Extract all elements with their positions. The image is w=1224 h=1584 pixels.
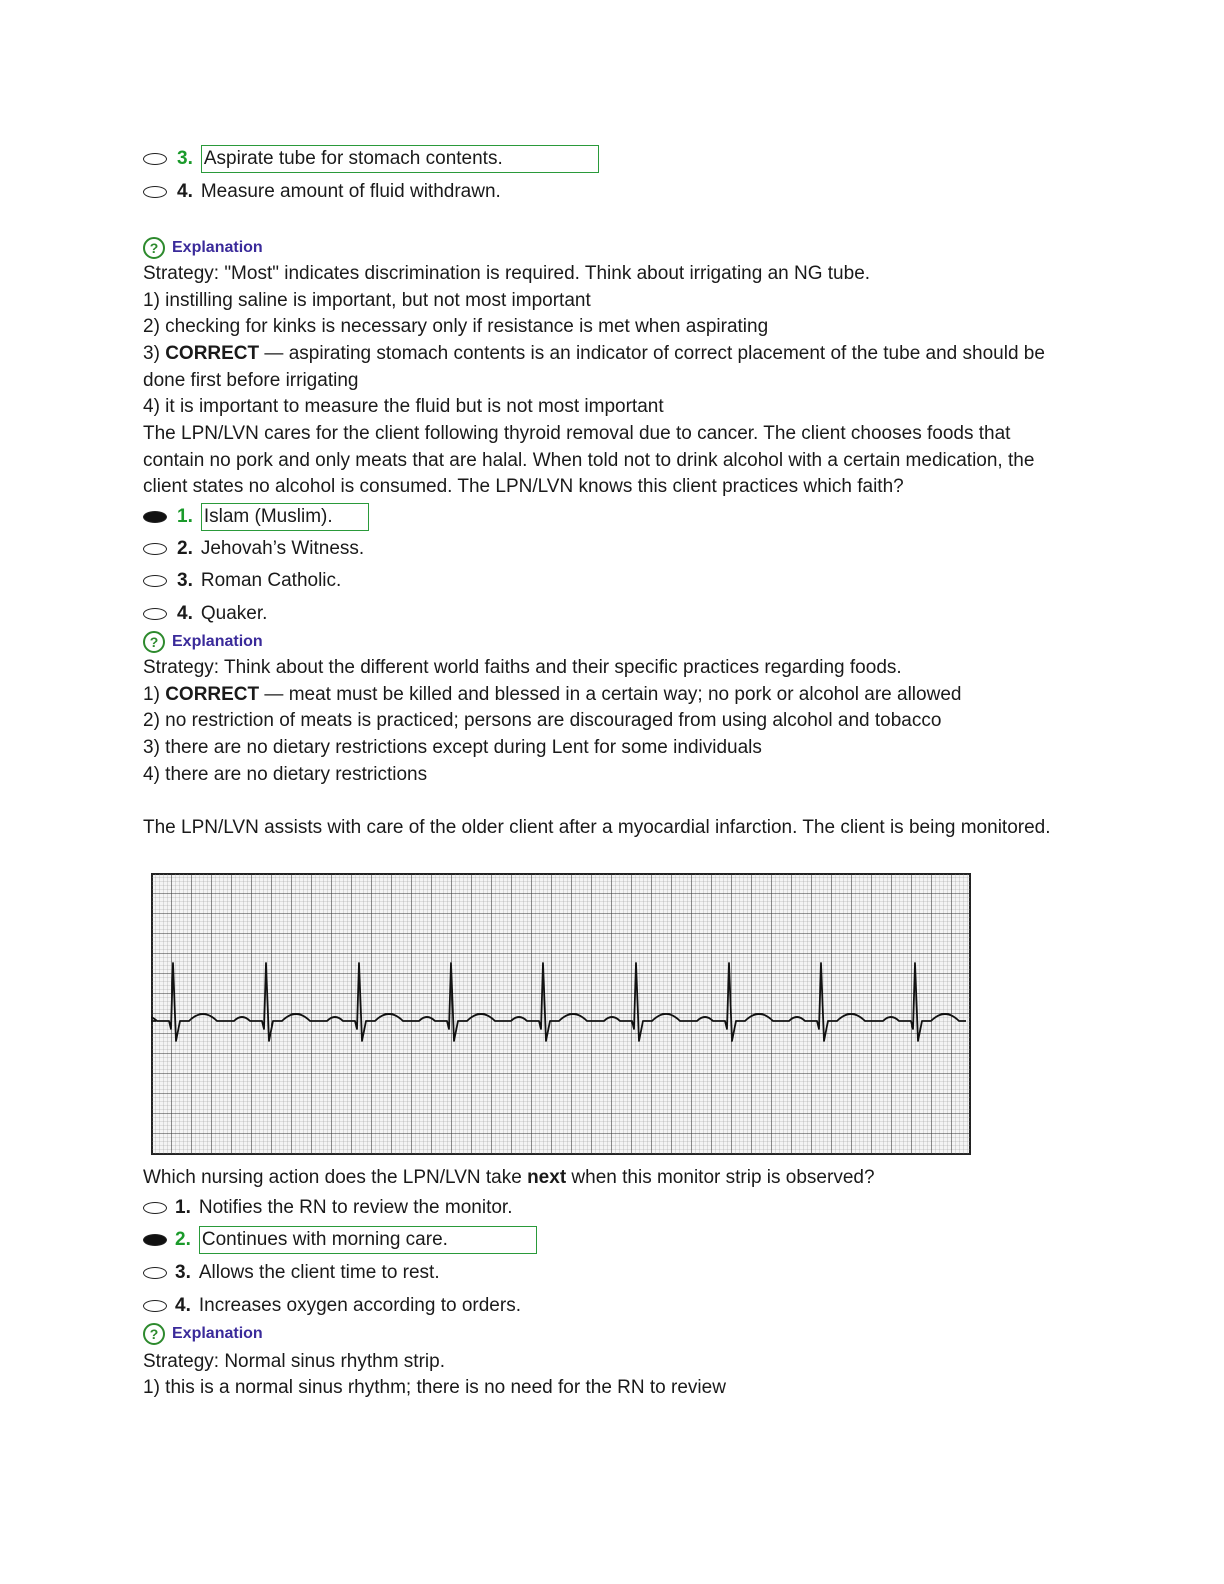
q2-option-3[interactable] <box>143 567 341 595</box>
q2-explanation-1 <box>143 682 961 709</box>
correct-label: CORRECT <box>165 343 260 364</box>
option-number: 2. <box>175 1229 191 1250</box>
option-number: 4. <box>177 181 193 202</box>
question-circle-icon: ? <box>143 631 165 653</box>
q2-option-1[interactable] <box>143 503 369 531</box>
option-number: 1. <box>177 506 193 527</box>
q3-option-3[interactable] <box>143 1259 440 1287</box>
radio-empty-icon[interactable] <box>143 575 167 587</box>
ecg-monitor-strip <box>151 873 971 1155</box>
radio-empty-icon[interactable] <box>143 1300 167 1312</box>
q2-explanation-3: 3) there are no dietary restrictions except during Lent for some individuals <box>143 737 762 758</box>
radio-selected-icon[interactable] <box>143 1234 167 1246</box>
q3-option-2[interactable] <box>143 1226 537 1254</box>
radio-empty-icon[interactable] <box>143 153 167 165</box>
option-text: Roman Catholic. <box>200 570 342 591</box>
explanation-label: Explanation <box>172 1325 263 1342</box>
q3-explanation-toggle[interactable] <box>143 1321 263 1347</box>
q1-strategy: Strategy: "Most" indicates discrimination is required. Think about irrigating an NG tube. <box>143 263 871 284</box>
explanation-prefix: 3) <box>143 343 166 364</box>
q3-strategy: Strategy: Normal sinus rhythm strip. <box>143 1351 445 1372</box>
q2-explanation-toggle[interactable] <box>143 629 263 655</box>
option-text: Measure amount of fluid withdrawn. <box>200 181 501 202</box>
q1-explanation-toggle[interactable] <box>143 235 263 261</box>
radio-empty-icon[interactable] <box>143 543 167 555</box>
q1-explanation-1: 1) instilling saline is important, but not most important <box>143 290 591 311</box>
option-number: 3. <box>177 148 193 169</box>
q3-stem: The LPN/LVN assists with care of the older client after a myocardial infarction. The client is being monitored. <box>143 817 1051 838</box>
q3-explanation-1: 1) this is a normal sinus rhythm; there is no need for the RN to review <box>143 1377 726 1398</box>
option-text: Increases oxygen according to orders. <box>198 1295 521 1316</box>
question-circle-icon: ? <box>143 1323 165 1345</box>
question-text: when this monitor strip is observed? <box>566 1167 875 1188</box>
radio-selected-icon[interactable] <box>143 511 167 523</box>
option-number: 2. <box>177 538 193 559</box>
option-text: Aspirate tube for stomach contents. <box>201 145 599 173</box>
radio-empty-icon[interactable] <box>143 608 167 620</box>
explanation-prefix: 1) <box>143 684 166 705</box>
option-number: 4. <box>177 603 193 624</box>
radio-empty-icon[interactable] <box>143 186 167 198</box>
question-text: Which nursing action does the LPN/LVN take <box>143 1167 528 1188</box>
option-text: Islam (Muslim). <box>201 503 369 531</box>
explanation-label: Explanation <box>172 633 263 650</box>
explanation-text: — meat must be killed and blessed in a certain way; no pork or alcohol are allowed <box>259 684 962 705</box>
option-text: Notifies the RN to review the monitor. <box>198 1197 513 1218</box>
explanation-text: — aspirating stomach contents is an indicator of correct placement of the tube and should be done first before irrigating <box>143 343 1045 391</box>
explanation-label: Explanation <box>172 239 263 256</box>
q1-explanation-2: 2) checking for kinks is necessary only if resistance is met when aspirating <box>143 316 769 337</box>
q2-explanation-4: 4) there are no dietary restrictions <box>143 764 428 785</box>
q2-stem: The LPN/LVN cares for the client following thyroid removal due to cancer. The client chooses foods that contain no pork and only meats that are halal. When told not to drink alcohol with a certain medication, the client states no alcohol is consumed. The LPN/LVN knows this client practices which faith? <box>143 423 1035 498</box>
q3-option-1[interactable] <box>143 1194 513 1222</box>
correct-label: CORRECT <box>165 684 260 705</box>
option-text: Jehovah’s Witness. <box>200 538 365 559</box>
question-circle-icon: ? <box>143 237 165 259</box>
q1-explanation-3 <box>143 341 1073 394</box>
option-number: 4. <box>175 1295 191 1316</box>
option-text: Quaker. <box>200 603 268 624</box>
q1-option-4[interactable] <box>143 178 501 206</box>
radio-empty-icon[interactable] <box>143 1202 167 1214</box>
q1-option-3[interactable] <box>143 145 599 173</box>
option-text: Allows the client time to rest. <box>198 1262 440 1283</box>
q2-strategy: Strategy: Think about the different world faiths and their specific practices regarding foods. <box>143 657 902 678</box>
option-number: 3. <box>175 1262 191 1283</box>
q1-explanation-4: 4) it is important to measure the fluid but is not most important <box>143 396 664 417</box>
radio-empty-icon[interactable] <box>143 1267 167 1279</box>
option-number: 3. <box>177 570 193 591</box>
q3-option-4[interactable] <box>143 1292 521 1320</box>
q2-option-4[interactable] <box>143 600 267 628</box>
q2-option-2[interactable] <box>143 535 364 563</box>
q3-question <box>143 1165 875 1192</box>
option-text: Continues with morning care. <box>199 1226 537 1254</box>
q2-explanation-2: 2) no restriction of meats is practiced; persons are discouraged from using alcohol and tobacco <box>143 710 942 731</box>
question-emphasis: next <box>527 1167 567 1188</box>
option-number: 1. <box>175 1197 191 1218</box>
